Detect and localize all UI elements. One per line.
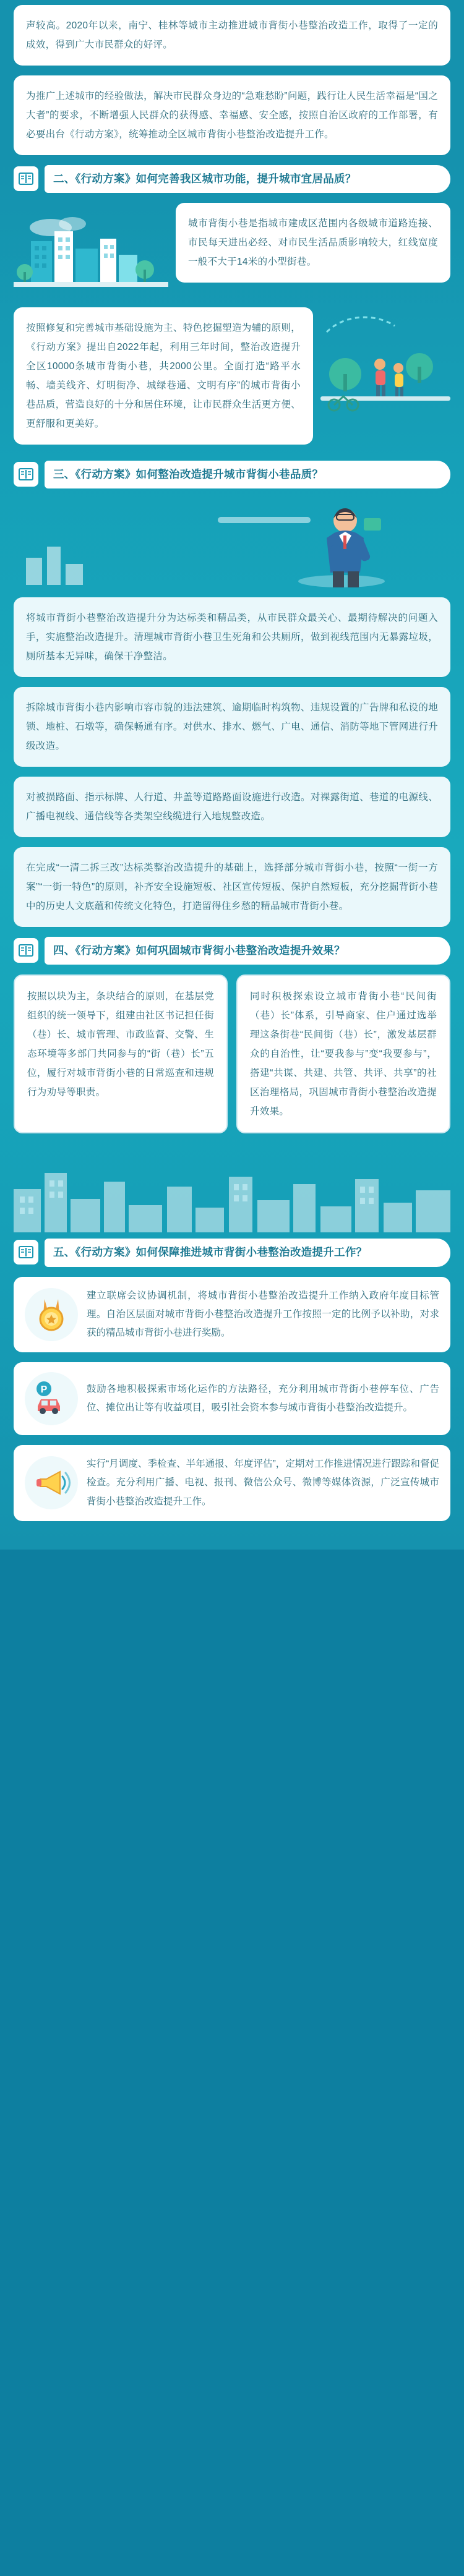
section-3-header — [14, 461, 450, 488]
section-2-header — [14, 165, 450, 193]
measure-item-2 — [14, 1362, 450, 1435]
city-illustration — [14, 203, 168, 305]
section-3-card-1: 将城市背街小巷整治改造提升分为达标类和精品类，从市民群众最关心、最期待解决的问题入手，实施整治改造提升。清理城市背街小巷卫生死角和公共厕所，做到视线范围内无暴露垃圾，厕所基本无异味，确保干净整洁。 — [14, 597, 450, 677]
section-5-header — [14, 1239, 450, 1266]
section-3-card-2: 拆除城市背街小巷内影响市容市貌的违法建筑、逾期临时构筑物、违规设置的广告牌和私设的地锁、地桩、石墩等，确保畅通有序。对供水、排水、燃气、广电、通信、消防等地下管网进行升级改造。 — [14, 687, 450, 767]
section-2-card-1: 城市背街小巷是指城市建成区范围内各级城市道路连接、市民每天进出必经、对市民生活品质影响较大，红线宽度一般不大于14米的小型街巷。 — [176, 203, 450, 283]
car-parking-icon — [25, 1372, 78, 1425]
section-4 — [0, 937, 464, 1232]
measure-item-3-text: 实行“月调度、季检查、半年通报、年度评估”，定期对工作推进情况进行跟踪和督促检查。充分利用广播、电视、报刊、微信公众号、微博等媒体资源，广泛宣传城市背街小巷整治改造提升工作。 — [87, 1459, 439, 1507]
section-4-header — [14, 937, 450, 965]
section-2 — [0, 165, 464, 454]
section-2-top-row — [14, 203, 450, 305]
svg-text:P: P — [40, 1384, 48, 1396]
section-3-card-4: 在完成“一清二拆三改”达标类整治改造提升的基础上，选择部分城市背街小巷，按照“一街一方案”“一街一特色”的原则，补齐安全设施短板、社区宣传短板、保护自然短板，充分挖掘背街小巷中的历史人文底蕴和传统文化特色，打造留得住乡愁的精品城市背街小巷。 — [14, 847, 450, 927]
section-2-title: 二、《行动方案》如何完善我区城市功能，提升城市宜居品质？ — [45, 165, 450, 193]
intro-paragraph-1: 声较高。2020年以来，南宁、桂林等城市主动推进城市背街小巷整治改造工作，取得了一定的成效，得到广大市民群众的好评。 — [14, 5, 450, 66]
section-3-title: 三、《行动方案》如何整治改造提升城市背街小巷品质？ — [45, 461, 450, 488]
section-2-card-2: 按照修复和完善城市基础设施为主、特色挖掘塑造为辅的原则，《行动方案》提出自2022年起，利用三年时间，整治改造提升全区10000条城市背街小巷，共2000公里。全面打造“路平水畅、墙美线齐、灯明街净、城绿巷通、文明有序”的城市背街小巷品质，营造良好的十分和居住环境，让市民群众生活更方便、更舒服和更美好。 — [14, 307, 313, 445]
section-4-card-2: 同时积极探索设立城市背街小巷“民间街（巷）长”体系，引导商家、住户通过选举理这条街巷“民间街（巷）长”，激发基层群众的自治性，让“要我参与”变“我要参与”，搭建“共谋、共建、共管、共评、共享”的社区治理格局，巩固城市背街小巷整治改造提升效果。 — [236, 975, 450, 1133]
intro-paragraph-2: 为推广上述城市的经验做法，解决市民群众身边的“急难愁盼”问题，践行让人民生活幸福是“国之大者”的要求，不断增强人民群众的获得感、幸福感、安全感，按照自治区政府的工作部署，有必要出台《行动方案》，统筹推动全区城市背街小巷整治改造提升工作。 — [14, 75, 450, 155]
section-2-bottom-row — [14, 307, 450, 454]
businessman-illustration — [14, 498, 450, 591]
section-5-title: 五、《行动方案》如何保障推进城市背街小巷整治改造提升工作？ — [45, 1239, 450, 1266]
city-skyline-band — [14, 1140, 450, 1232]
measure-item-1 — [14, 1277, 450, 1353]
section-4-cards — [14, 975, 450, 1143]
section-5 — [0, 1239, 464, 1520]
intro-block — [0, 5, 464, 155]
section-4-card-1: 按照以块为主，条块结合的原则，在基层党组织的统一领导下，组建由社区书记担任街（巷）长、城市管理、市政监督、交警、生态环境等多部门共同参与的“街（巷）长”五位，履行对城市背街小巷的日常巡查和违规行为劝导等职责。 — [14, 975, 228, 1133]
measure-item-1-text: 建立联席会议协调机制，将城市背街小巷整治改造提升工作纳入政府年度目标管理。自治区层面对城市背街小巷整治改造提升工作按照一定的比例予以补助，对求获的精品城市背街小巷进行奖励。 — [87, 1290, 439, 1338]
section-3 — [0, 461, 464, 927]
measure-item-3 — [14, 1445, 450, 1521]
section-3-card-3: 对被损路面、指示标牌、人行道、井盖等道路路面设施进行改造。对裸露街道、巷道的电源线、广播电视线、通信线等各类架空线缆进行入地规整改造。 — [14, 777, 450, 837]
book-icon — [14, 166, 38, 191]
park-illustration — [320, 307, 450, 428]
top-spacer — [0, 0, 464, 5]
megaphone-icon — [25, 1456, 78, 1509]
medal-icon — [25, 1288, 78, 1341]
book-icon — [14, 462, 38, 487]
measure-item-2-text: 鼓励各地积极探索市场化运作的方法路径，充分利用城市背街小巷停车位、广告位、摊位出让等有收益项目，吸引社会资本参与城市背街小巷整治改造提升。 — [87, 1383, 439, 1414]
book-icon — [14, 1240, 38, 1265]
section-4-title: 四、《行动方案》如何巩固城市背街小巷整治改造提升效果？ — [45, 937, 450, 965]
book-icon — [14, 938, 38, 963]
